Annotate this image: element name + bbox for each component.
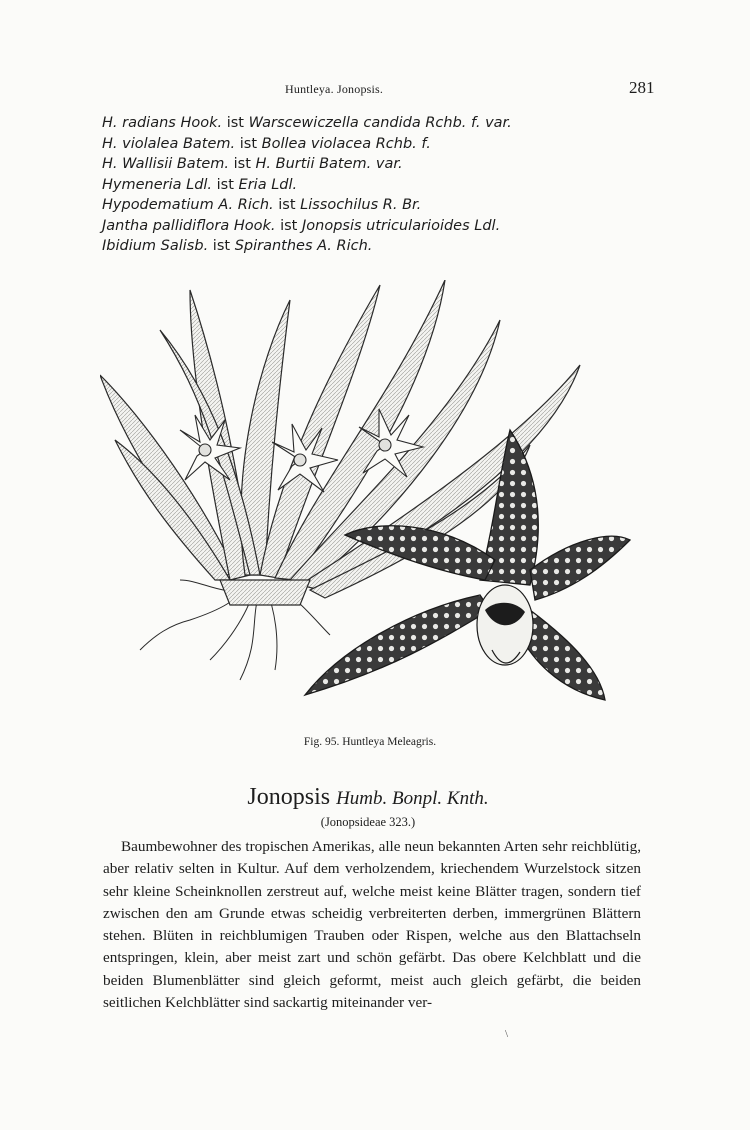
synonym-name: Ibidium Salisb. bbox=[102, 238, 209, 254]
synonym-target: Warscewiczella candida Rchb. f. var. bbox=[248, 115, 512, 131]
synonym-entry bbox=[102, 216, 562, 237]
synonym-entry bbox=[102, 134, 562, 155]
footer-mark: \ bbox=[505, 1028, 509, 1040]
orchid-illustration bbox=[100, 280, 640, 725]
synonym-verb: ist bbox=[233, 156, 251, 172]
synonym-entry bbox=[102, 195, 562, 216]
synonym-entry bbox=[102, 236, 562, 257]
running-head: Huntleya. Jonopsis. bbox=[285, 82, 384, 96]
synonym-name: Jantha pallidiflora Hook. bbox=[102, 217, 276, 234]
synonym-verb: ist bbox=[280, 217, 298, 234]
synonym-target: Eria Ldl. bbox=[238, 176, 298, 193]
synonym-entry bbox=[102, 113, 562, 134]
synonym-name: H. radians Hook. bbox=[102, 115, 223, 131]
synonym-entry bbox=[102, 154, 562, 175]
synonym-verb: ist bbox=[216, 176, 234, 193]
synonym-verb: ist bbox=[278, 197, 296, 213]
page-header bbox=[0, 78, 750, 102]
synonym-target: Jonopsis utricularioides Ldl. bbox=[301, 217, 501, 234]
synonym-target: H. Burtii Batem. var. bbox=[255, 156, 403, 172]
synonym-entry bbox=[102, 175, 562, 196]
genus-authority: Humb. Bonpl. Knth. bbox=[336, 788, 489, 809]
synonym-verb: ist bbox=[212, 238, 231, 254]
genus-heading bbox=[0, 784, 736, 811]
page-number: 281 bbox=[629, 78, 655, 97]
synonym-target: Bollea violacea Rchb. f. bbox=[261, 135, 431, 152]
synonym-verb: ist bbox=[226, 115, 244, 131]
synonym-verb: ist bbox=[239, 135, 258, 152]
figure-caption: Fig. 95. Huntleya Meleagris. bbox=[303, 736, 437, 748]
synonym-name: H. Wallisii Batem. bbox=[102, 156, 230, 172]
synonym-name: Hypodematium A. Rich. bbox=[102, 197, 274, 213]
huntleya-meleagris-drawing bbox=[100, 280, 640, 725]
synonym-name: Hymeneria Ldl. bbox=[102, 176, 213, 193]
pseudobulb bbox=[220, 580, 310, 605]
synonym-list bbox=[102, 113, 562, 257]
body-paragraph: Baumbewohner des tropischen Amerikas, alle neun bekannten Arten sehr reichblütig, aber relativ selten in Kultur. Auf dem verholzendem, kriechendem Wurzelstock sitzen sehr kleine Scheinknollen zerstreut auf, welche meist keine Blätter tragen, sondern tief zwischen den am Grunde etwas scheidig verbreiterten derben, immergrünen Blättern stehen. Blüten in reichblumigen Trauben oder Rispen, welche aus den Blattachseln entspringen, klein, aber meist zart und schön gefärbt. Das obere Kelchblatt und die beiden Blumenblätter sind gleich geformt, meist auch gleich gefärbt, die beiden seitlichen Kelchblätter sind sackartig miteinander ver- bbox=[103, 838, 641, 1012]
synonym-target: Lissochilus R. Br. bbox=[300, 197, 422, 213]
tribe-label: (Jonopsideae 323.) bbox=[320, 815, 416, 829]
genus-name: Jonopsis bbox=[247, 784, 331, 810]
synonym-name: H. violalea Batem. bbox=[102, 135, 236, 152]
synonym-target: Spiranthes A. Rich. bbox=[234, 238, 373, 254]
